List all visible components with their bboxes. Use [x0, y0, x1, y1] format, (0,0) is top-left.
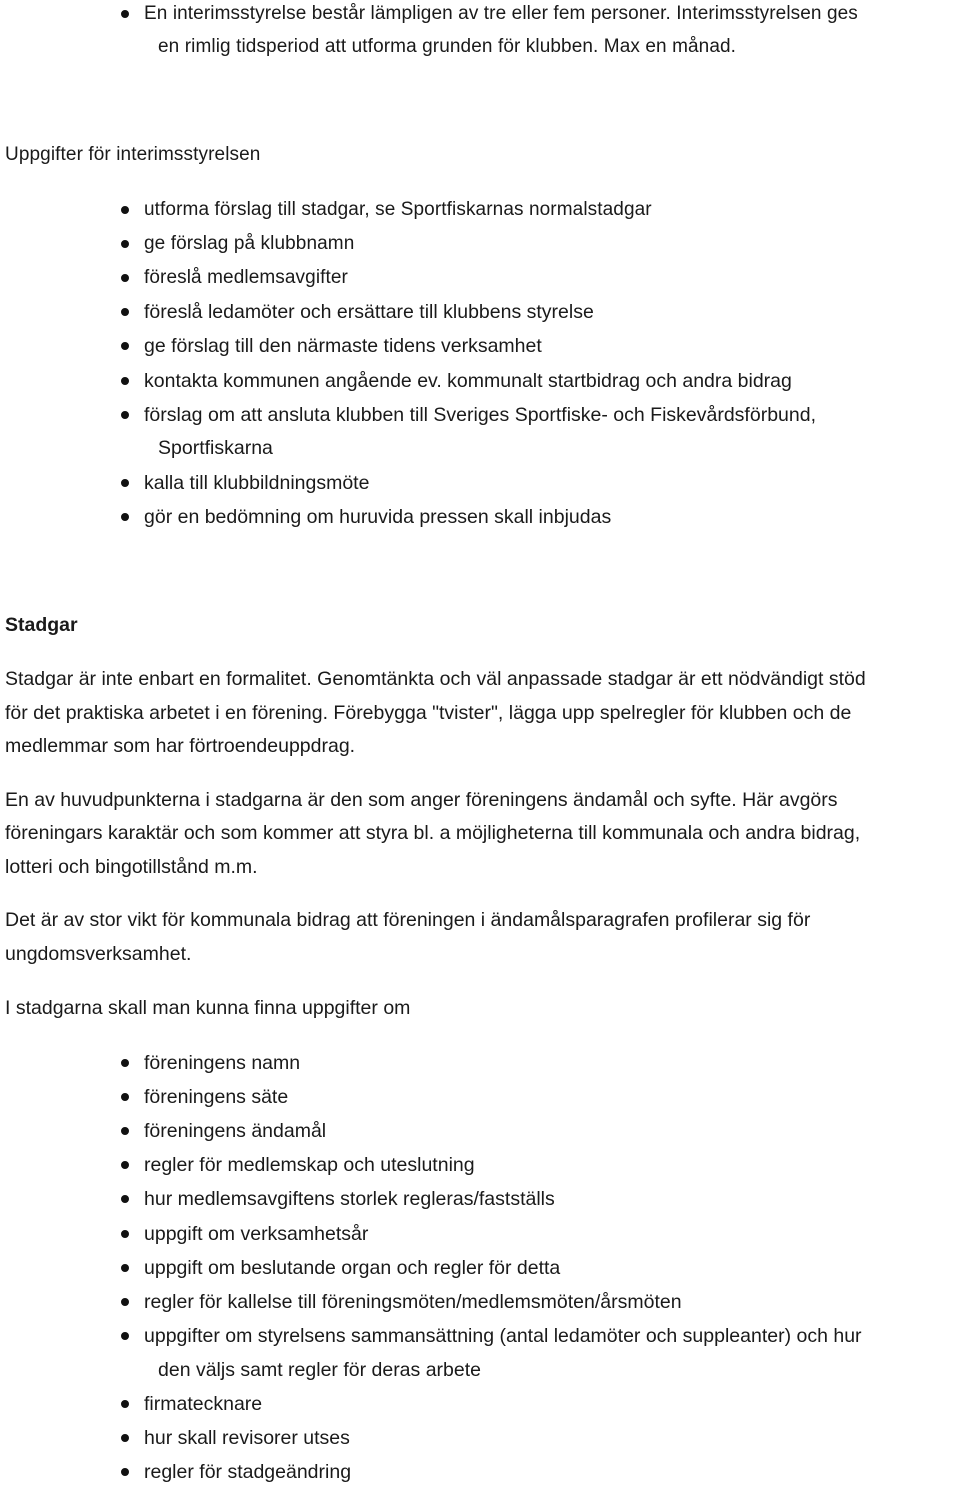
paragraph-line: I stadgarna skall man kunna finna uppgifter om — [5, 997, 411, 1019]
list-item: uppgift om verksamhetsår — [144, 1223, 369, 1245]
list-item: utforma förslag till stadgar, se Sportfiskarnas normalstadgar — [144, 199, 652, 220]
bullet-icon — [121, 411, 129, 419]
list-item: kontakta kommunen angående ev. kommunalt startbidrag och andra bidrag — [144, 370, 792, 392]
paragraph-line: lotteri och bingotillstånd m.m. — [5, 856, 258, 878]
paragraph-line: föreningars karaktär och som kommer att styra bl. a möjligheterna till kommunala och andra bidrag, — [5, 822, 861, 844]
paragraph-line: Det är av stor vikt för kommunala bidrag att föreningen i ändamålsparagrafen profilerar sig för — [5, 909, 811, 931]
list-item: regler för kallelse till föreningsmöten/medlemsmöten/årsmöten — [144, 1291, 682, 1313]
list-item: hur medlemsavgiftens storlek regleras/fastställs — [144, 1188, 555, 1210]
bullet-icon — [121, 240, 129, 248]
list-item-line: uppgifter om styrelsens sammansättning (antal ledamöter och suppleanter) och hur — [144, 1325, 862, 1347]
bullet-icon — [121, 274, 129, 282]
list-item: uppgift om beslutande organ och regler för detta — [144, 1257, 561, 1279]
paragraph-line: En av huvudpunkterna i stadgarna är den som anger föreningens ändamål och syfte. Här avgörs — [5, 789, 838, 811]
paragraph-line: medlemmar som har förtroendeuppdrag. — [5, 735, 356, 757]
section-heading: Uppgifter för interimsstyrelsen — [5, 144, 261, 165]
bullet-icon — [121, 1230, 129, 1238]
bullet-icon — [121, 308, 129, 316]
paragraph-line: ungdomsverksamhet. — [5, 943, 192, 965]
bullet-icon — [121, 1332, 129, 1340]
bullet-icon — [121, 342, 129, 350]
list-item: kalla till klubbildningsmöte — [144, 472, 370, 494]
list-item-line: förslag om att ansluta klubben till Sveriges Sportfiske- och Fiskevårdsförbund, — [144, 404, 816, 426]
list-item: föreningens ändamål — [144, 1120, 327, 1142]
list-item: föreslå medlemsavgifter — [144, 267, 348, 288]
bullet-icon — [121, 1468, 129, 1476]
list-item-line: En interimsstyrelse består lämpligen av tre eller fem personer. Interimsstyrelsen ges — [144, 3, 858, 24]
list-item: regler för medlemskap och uteslutning — [144, 1154, 475, 1176]
bullet-icon — [121, 1264, 129, 1272]
bullet-icon — [121, 1298, 129, 1306]
list-item-line: den väljs samt regler för deras arbete — [158, 1359, 481, 1381]
section-heading: Stadgar — [5, 614, 78, 636]
list-item: ge förslag på klubbnamn — [144, 233, 355, 254]
bullet-icon — [121, 1059, 129, 1067]
list-item-line: Sportfiskarna — [158, 437, 273, 459]
list-item-line: en rimlig tidsperiod att utforma grunden för klubben. Max en månad. — [158, 36, 737, 57]
list-item: föreningens säte — [144, 1086, 289, 1108]
list-item: gör en bedömning om huruvida pressen skall inbjudas — [144, 506, 612, 528]
bullet-icon — [121, 479, 129, 487]
bullet-icon — [121, 513, 129, 521]
bullet-icon — [121, 1161, 129, 1169]
bullet-icon — [121, 1127, 129, 1135]
list-item: regler för stadgeändring — [144, 1461, 352, 1483]
paragraph-line: för det praktiska arbetet i en förening. Förebygga "tvister", lägga upp spelregler för klubben och de — [5, 702, 852, 724]
bullet-icon — [121, 1093, 129, 1101]
list-item: hur skall revisorer utses — [144, 1427, 350, 1449]
list-item: föreslå ledamöter och ersättare till klubbens styrelse — [144, 301, 594, 323]
list-item: ge förslag till den närmaste tidens verksamhet — [144, 335, 542, 357]
list-item: firmatecknare — [144, 1393, 263, 1415]
bullet-icon — [121, 206, 129, 214]
paragraph-line: Stadgar är inte enbart en formalitet. Genomtänkta och väl anpassade stadgar är ett nödvändigt stöd — [5, 668, 866, 690]
bullet-icon — [121, 1400, 129, 1408]
bullet-icon — [121, 10, 129, 18]
bullet-icon — [121, 1434, 129, 1442]
bullet-icon — [121, 1195, 129, 1203]
list-item: föreningens namn — [144, 1052, 301, 1074]
bullet-icon — [121, 377, 129, 385]
